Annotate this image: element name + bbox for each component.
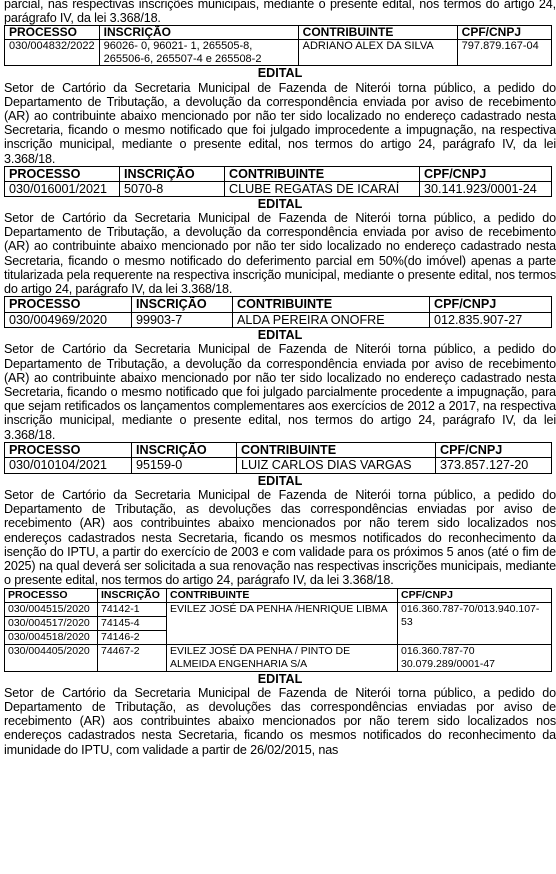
table-header-row (5, 297, 552, 313)
header-contribuinte: CONTRIBUINTE (237, 442, 436, 458)
cell-contribuinte: EVILEZ JOSÉ DA PENHA / PINTO DE ALMEIDA ENGENHARIA S/A (167, 644, 398, 671)
header-cpf: CPF/CNPJ (398, 588, 552, 602)
cell-processo: 030/004405/2020 (5, 644, 98, 671)
cell-inscricao: 99903-7 (132, 312, 233, 328)
header-inscricao: INSCRIÇÃO (98, 588, 167, 602)
edital-heading: EDITAL (257, 66, 303, 81)
header-processo: PROCESSO (5, 166, 120, 181)
cell-inscricao: 74145-4 (98, 616, 167, 630)
table-row (5, 312, 552, 328)
cell-contribuinte: LUIZ CARLOS DIAS VARGAS (237, 458, 436, 474)
header-processo: PROCESSO (5, 442, 132, 458)
cell-processo: 030/016001/2021 (5, 181, 120, 196)
header-cpf: CPF/CNPJ (457, 26, 551, 40)
table-1 (4, 25, 552, 66)
header-inscricao: INSCRIÇÃO (99, 26, 298, 40)
table-header-row (5, 588, 552, 602)
notice-paragraph: Setor de Cartório da Secretaria Municipal de Fazenda de Niterói torna público, a pedido do Departamento de Tributação, as devoluções das correspondências enviadas por aviso de recebimento (AR) aos contribuintes abaixo mencionados por não terem sido localizados nos endereços cadastrados nesta Secretaria, ficando os mesmos notificados do reconhecimento da imunidade do IPTU, com validade a partir de 26/02/2015, nas (4, 685, 556, 757)
cell-contribuinte: CLUBE REGATAS DE ICARAÍ (225, 181, 420, 196)
cell-inscricao: 74142-1 (98, 602, 167, 616)
table-row (5, 458, 552, 474)
cell-contribuinte: EVILEZ JOSÉ DA PENHA /HENRIQUE LIBMA (167, 602, 398, 644)
notice-paragraph: Setor de Cartório da Secretaria Municipal de Fazenda de Niterói torna público, a pedido do Departamento de Tributação, a devolução da correspondência enviada por aviso de recebimento (AR) ao contribuinte abaixo mencionado por não ter sido localizado no endereço cadastrado nesta Secretaria, ficando o mesmo notificado que foi julgado parcialmente procedente a impugnação, para que sejam retificados os lançamentos complementares aos exercícios de 2012 a 2017, na respectiva inscrição municipal, mediante o presente edital, nos termos do artigo 24, parágrafo IV, da lei 3.368/18. (4, 342, 556, 442)
header-processo: PROCESSO (5, 26, 100, 40)
header-cpf: CPF/CNPJ (420, 166, 552, 181)
cell-inscricao: 96026- 0, 96021- 1, 265505-8, 265506-6, 265507-4 e 265508-2 (99, 40, 298, 66)
cell-contribuinte: ALDA PEREIRA ONOFRE (233, 312, 430, 328)
intro-paragraph: parcial, nas respectivas inscrições municipais, mediante o presente edital, nos termos do artigo 24, parágrafo IV, da lei 3.368/18. (4, 0, 556, 26)
table-4 (4, 442, 552, 474)
cell-cpf (398, 644, 552, 671)
cell-processo: 030/004515/2020 (5, 602, 98, 616)
header-contribuinte: CONTRIBUINTE (167, 588, 398, 602)
notice-paragraph: Setor de Cartório da Secretaria Municipal de Fazenda de Niterói torna público, a pedido do Departamento de Tributação, a devolução da correspondência enviada por aviso de recebimento (AR) ao contribuinte abaixo mencionado por não ter sido localizado no endereço cadastrado nesta Secretaria, ficando o mesmo notificado que foi julgado improcedente a impugnação, na respectiva inscrição municipal, mediante o presente edital, nos termos do artigo 24, parágrafo IV, da lei 3.368/18. (4, 80, 556, 166)
cell-inscricao: 74146-2 (98, 630, 167, 644)
cell-processo: 030/004832/2022 (5, 40, 100, 66)
header-processo: PROCESSO (5, 588, 98, 602)
table-2 (4, 166, 552, 197)
cell-contribuinte: ADRIANO ALEX DA SILVA (298, 40, 457, 66)
header-processo: PROCESSO (5, 297, 132, 313)
table-header-row (5, 442, 552, 458)
table-row (5, 602, 552, 616)
header-contribuinte: CONTRIBUINTE (233, 297, 430, 313)
header-inscricao: INSCRIÇÃO (132, 297, 233, 313)
cell-inscricao: 74467-2 (98, 644, 167, 671)
cell-inscricao: 95159-0 (132, 458, 237, 474)
cpf-line: 016.360.787-70 (401, 644, 475, 657)
edital-heading: EDITAL (257, 328, 303, 343)
table-3 (4, 296, 552, 328)
table-row (5, 644, 552, 671)
table-row (5, 181, 552, 196)
table-header-row (5, 26, 552, 40)
cell-cpf: 012.835.907-27 (430, 312, 552, 328)
header-inscricao: INSCRIÇÃO (120, 166, 225, 181)
notice-paragraph: Setor de Cartório da Secretaria Municipal de Fazenda de Niterói torna público, a pedido do Departamento de Tributação, as devoluções das correspondências enviadas por aviso de recebimento (AR) aos contribuintes abaixo mencionados por não terem sido localizados nos endereços cadastrados nesta Secretaria, ficando os mesmos notificados do reconhecimento da isenção do IPTU, a partir do exercício de 2003 e com validade para os próximos 5 anos (até o fim de 2025) na qual deverá ser solicitada a sua renovação nas respectivas inscrições municipais, mediante o presente edital, nos termos do artigo 24, parágrafo IV, da lei 3.368/18. (4, 488, 556, 588)
header-contribuinte: CONTRIBUINTE (298, 26, 457, 40)
table-5 (4, 588, 552, 672)
cell-cpf: 30.141.923/0001-24 (420, 181, 552, 196)
edital-heading: EDITAL (257, 473, 303, 488)
edital-heading: EDITAL (257, 196, 303, 211)
header-cpf: CPF/CNPJ (436, 442, 552, 458)
cell-cpf: 797.879.167-04 (457, 40, 551, 66)
cell-processo: 030/004518/2020 (5, 630, 98, 644)
cpf-line: 30.079.289/0001-47 (401, 657, 496, 670)
edital-heading: EDITAL (257, 671, 303, 686)
cell-cpf: 373.857.127-20 (436, 458, 552, 474)
header-contribuinte: CONTRIBUINTE (225, 166, 420, 181)
header-cpf: CPF/CNPJ (430, 297, 552, 313)
notice-paragraph: Setor de Cartório da Secretaria Municipal de Fazenda de Niterói torna público, a pedido do Departamento de Tributação, a devolução da correspondência enviada por aviso de recebimento (AR) ao contribuinte abaixo mencionado por não ter sido localizado no endereço cadastrado nesta Secretaria, ficando o mesmo notificado do deferimento parcial em 50%(do imóvel) apenas a parte titularizada pela requerente na respectiva inscrição municipal, mediante o presente edital, nos termos do artigo 24, parágrafo IV, da lei 3.368/18. (4, 211, 556, 297)
cell-processo: 030/010104/2021 (5, 458, 132, 474)
table-row (5, 40, 552, 66)
table-header-row (5, 166, 552, 181)
header-inscricao: INSCRIÇÃO (132, 442, 237, 458)
cell-processo: 030/004969/2020 (5, 312, 132, 328)
cell-cpf: 016.360.787-70/013.940.107-53 (398, 602, 552, 644)
cell-processo: 030/004517/2020 (5, 616, 98, 630)
cell-inscricao: 5070-8 (120, 181, 225, 196)
